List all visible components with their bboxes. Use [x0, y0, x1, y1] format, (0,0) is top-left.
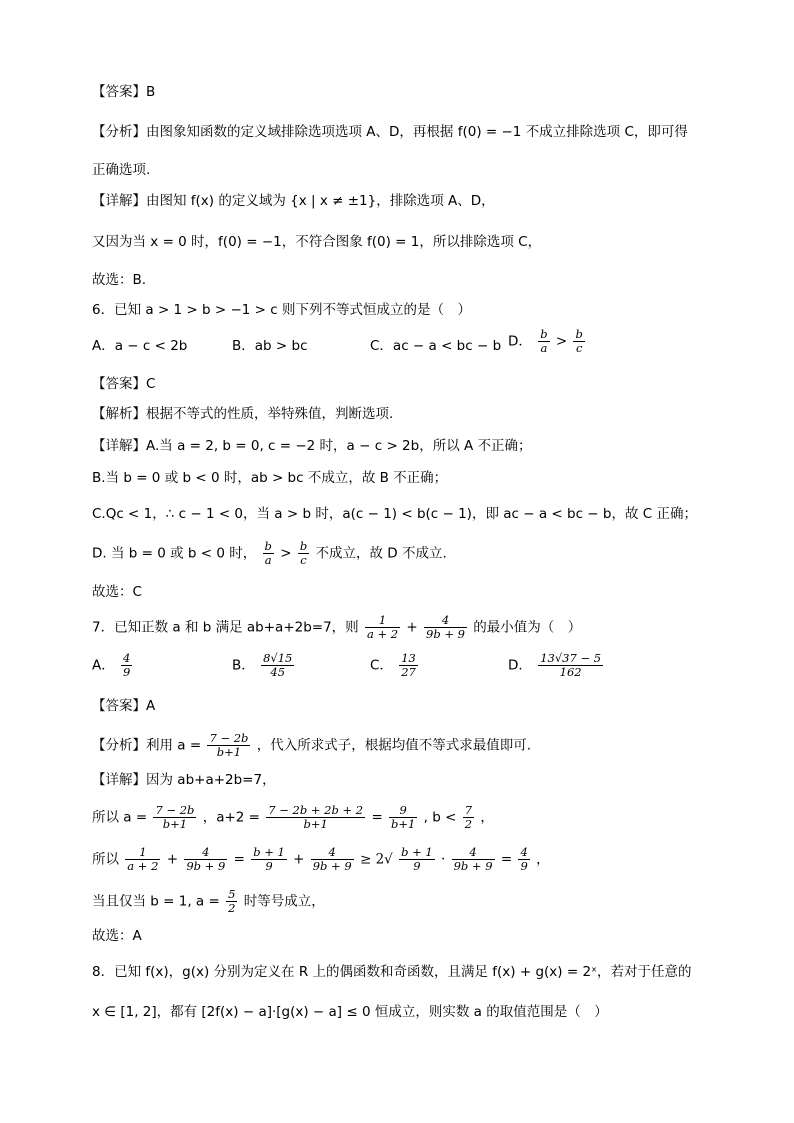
question-7-options	[92, 652, 712, 688]
question-8-stem: 8．已知 f(x)，g(x) 分别为定义在 R 上的偶函数和奇函数，且满足 f(x) + g(x) = 2ˣ，若对于任意的	[92, 964, 692, 980]
choose-q6: 故选：C	[92, 584, 142, 600]
choose-q5: 故选：B.	[92, 272, 147, 288]
question-6-options	[92, 327, 712, 360]
q6-option-a: A．a − c < 2b	[92, 338, 188, 354]
q6-detail-frac-1: $\frac{b}{a}$	[264, 539, 272, 567]
detail-q5-line2: 又因为当 x = 0 时，f(0) = −1，不符合图象 f(0) = 1，所以排除选项 C，	[92, 234, 542, 250]
analysis-q5-cont: 正确选项.	[92, 162, 151, 178]
question-8-stem-cont: x ∈ [1, 2]，都有 [2f(x) − a]·[g(x) − a] ≤ 0 恒成立，则实数 a 的取值范围是（ ）	[92, 1004, 608, 1020]
answer-q7: 【答案】A	[92, 698, 156, 714]
detail-q6-d: D. 当 b = 0 或 b < 0 时， $\frac{b}{a}$ > $\frac{b}{c}$ 不成立，故 D 不成立.	[92, 539, 447, 567]
q7-option-b: B． $\frac{8√15}{45}$	[232, 651, 293, 679]
detail-q6-c: C.Qc < 1，∴ c − 1 < 0，当 a > b 时，a(c − 1) < b(c − 1)，即 ac − a < bc − b，故 C 正确；	[92, 506, 697, 522]
analysis-q5: 【分析】由图象知函数的定义域排除选项选项 A、D，再根据 f(0) = −1 不成立排除选项 C，即可得	[92, 124, 688, 140]
q6-d-frac-1: $\frac{b}{a}$	[540, 327, 548, 355]
q6-detail-frac-2: $\frac{b}{c}$	[299, 539, 308, 567]
question-7-stem: 7．已知正数 a 和 b 满足 ab+a+2b=7，则 $\frac{1}{a + 2}$ + $\frac{4}{9b + 9}$ 的最小值为（ ）	[92, 613, 582, 641]
answer-q5: 【答案】B	[92, 84, 156, 100]
analysis-q7: 【分析】利用 a = $\frac{7 - 2b}{b+1}$ ，代入所求式子，根据均值不等式求最值即可.	[92, 731, 532, 759]
q6-option-b: B．ab > bc	[232, 338, 308, 354]
detail-q6-a: 【详解】A.当 a = 2, b = 0, c = −2 时，a − c > 2b，所以 A 不正确；	[92, 438, 532, 454]
q7-option-a: A． $\frac{4}{9}$	[92, 651, 131, 679]
q7-option-d: D． $\frac{13√37 - 5}{162}$	[508, 651, 602, 679]
detail-q7-line3: 所以 $\frac{1}{a + 2}$ + $\frac{4}{9b + 9}$ = $\frac{b + 1}{9}$ + $\frac{4}{9b + 9}$ ≥ 2√ $\frac{b + 1}{9}$ · $\frac{4}{9b + 9}$ = $\frac{4}{9}$ ，	[92, 845, 550, 873]
analysis-q6: 【解析】根据不等式的性质，举特殊值，判断选项.	[92, 406, 394, 422]
q6-option-c: C．ac − a < bc − b	[370, 338, 502, 354]
detail-q5: 【详解】由图知 f(x) 的定义域为 {x | x ≠ ±1}，排除选项 A、D，	[92, 193, 495, 209]
answer-q6: 【答案】C	[92, 376, 156, 392]
detail-q7-line4: 当且仅当 b = 1, a = $\frac{5}{2}$ 时等号成立，	[92, 887, 325, 915]
detail-q7: 【详解】因为 ab+a+2b=7，	[92, 772, 276, 788]
detail-q7-line2: 所以 a = $\frac{7 - 2b}{b+1}$ ，a+2 = $\frac{7 - 2b + 2b + 2}{b+1}$ = $\frac{9}{b+1}$ , b < $\frac{7}{2}$ ，	[92, 803, 494, 831]
q6-option-d: D． $\frac{b}{a}$ > $\frac{b}{c}$	[508, 327, 583, 355]
q7-option-c: C． $\frac{13}{27}$	[370, 651, 416, 679]
q7-stem-frac-1: $\frac{1}{a + 2}$	[366, 613, 399, 641]
q6-d-frac-2: $\frac{b}{c}$	[575, 327, 583, 355]
detail-q6-b: B.当 b = 0 或 b < 0 时，ab > bc 不成立，故 B 不正确；	[92, 470, 448, 486]
choose-q7: 故选：A	[92, 928, 142, 944]
q7-stem-frac-2: $\frac{4}{9b + 9}$	[426, 613, 465, 641]
question-6-stem: 6．已知 a > 1 > b > −1 > c 则下列不等式恒成立的是（ ）	[92, 302, 472, 318]
